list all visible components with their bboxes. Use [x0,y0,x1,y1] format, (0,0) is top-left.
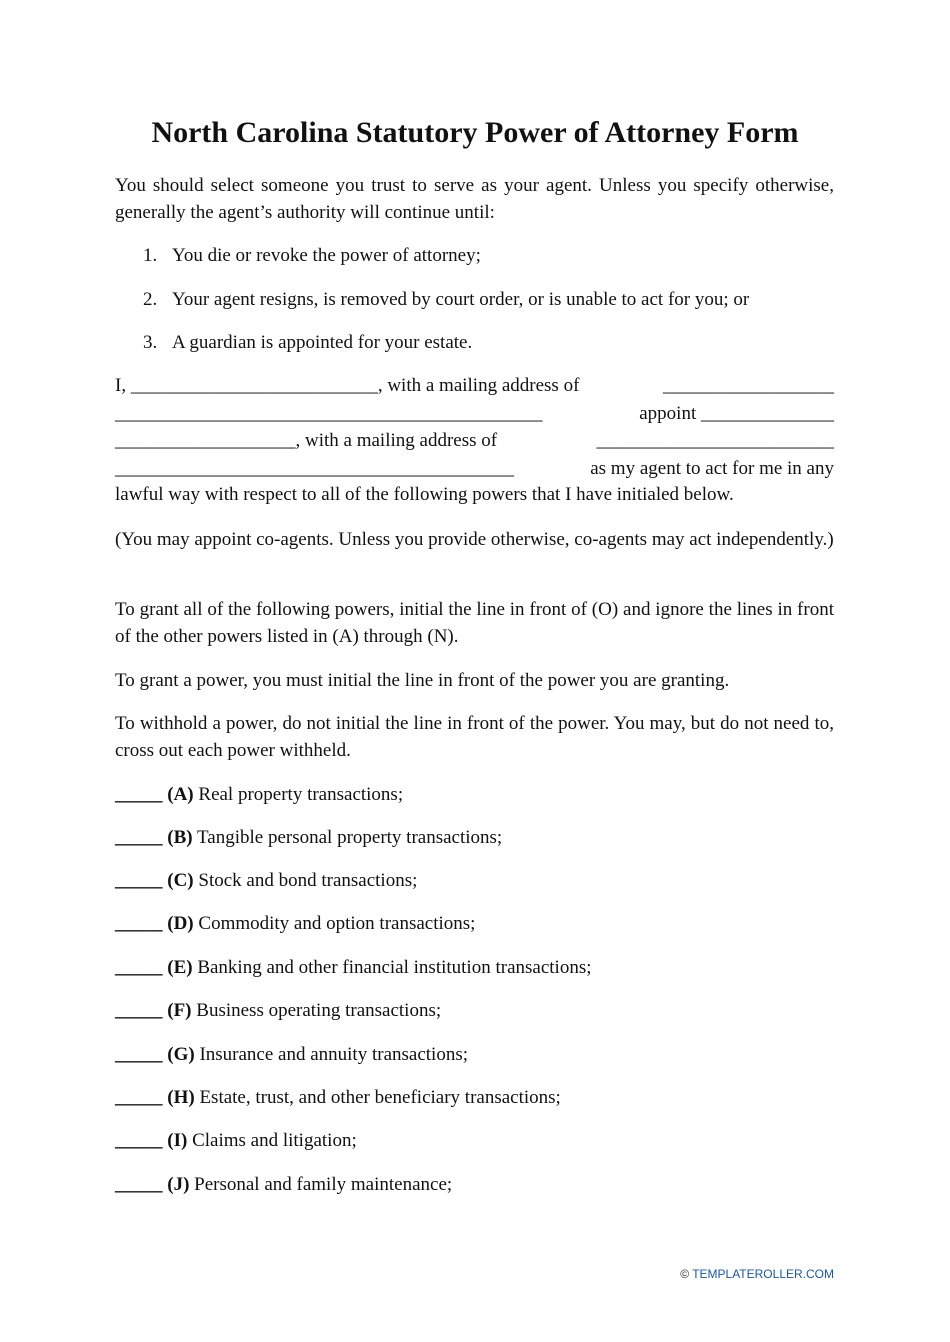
principal-address-field[interactable]: __________________ [663,375,834,396]
power-letter: (J) [167,1174,190,1195]
power-item-e [115,954,834,981]
initial-blank[interactable]: _____ [115,1000,163,1021]
agent-address-field-cont[interactable]: __________________________________________ [115,458,514,479]
agent-address-field[interactable]: _________________________ [596,430,834,451]
power-text: Stock and bond transactions; [198,870,418,891]
list-text: A guardian is appointed for your estate. [172,332,473,353]
instruction-withhold-paragraph: To withhold a power, do not initial the line in front of the power. You may, but do not need to, cross out each power withheld. [115,713,834,761]
copyright-symbol: © [680,1267,690,1281]
power-item-i [115,1127,834,1154]
power-text: Estate, trust, and other beneficiary transactions; [199,1087,561,1108]
list-number: 1. [143,245,158,266]
intro-paragraph: You should select someone you trust to serve as your agent. Unless you specify otherwise, generally the agent’s authority will continue until: [115,175,834,223]
power-letter: (F) [167,1000,192,1021]
footer-credit [0,1266,834,1282]
list-item [143,286,833,313]
list-number: 2. [143,289,158,310]
initial-blank[interactable]: _____ [115,1174,163,1195]
appointment-line-3 [115,427,834,454]
power-text: Real property transactions; [198,784,404,805]
power-letter: (H) [167,1087,195,1108]
power-text: Tangible personal property transactions; [197,827,503,848]
power-text: Claims and litigation; [192,1130,357,1151]
appointment-line-1 [115,372,834,399]
power-item-b [115,824,834,851]
instruction-all-paragraph: To grant all of the following powers, initial the line in front of (O) and ignore the lines in front of the other powers listed in (A) through (N). [115,599,834,647]
power-item-f [115,997,834,1024]
power-text: Banking and other financial institution transactions; [197,957,592,978]
list-text: You die or revoke the power of attorney; [172,245,481,266]
power-letter: (C) [167,870,194,891]
list-number: 3. [143,332,158,353]
co-agents-paragraph: (You may appoint co-agents. Unless you provide otherwise, co-agents may act independently.) [115,529,834,550]
principal-name-field[interactable]: I, __________________________, with a mailing address of [115,375,580,396]
list-item [143,242,833,269]
appointment-line-4 [115,455,834,482]
power-item-a [115,781,834,808]
power-letter: (G) [167,1044,195,1065]
power-letter: (B) [167,827,193,848]
power-item-j [115,1171,834,1198]
principal-address-field-cont[interactable]: _____________________________________________ [115,403,543,424]
page-title: North Carolina Statutory Power of Attorney Form [151,116,799,149]
agent-name-field-cont[interactable]: ___________________, with a mailing address of [115,430,498,451]
power-text: Insurance and annuity transactions; [199,1044,468,1065]
power-letter: (D) [167,913,194,934]
power-text: Commodity and option transactions; [198,913,476,934]
power-item-g [115,1041,834,1068]
list-item [143,329,833,356]
power-text: Personal and family maintenance; [194,1174,453,1195]
footer-site-link[interactable]: TEMPLATEROLLER.COM [692,1267,834,1281]
agent-name-field[interactable]: appoint ______________ [639,403,834,424]
power-item-d [115,910,834,937]
initial-blank[interactable]: _____ [115,913,163,934]
appointment-line-5: lawful way with respect to all of the following powers that I have initialed below. [115,484,734,505]
initial-blank[interactable]: _____ [115,957,163,978]
power-item-h [115,1084,834,1111]
initial-blank[interactable]: _____ [115,827,163,848]
initial-blank[interactable]: _____ [115,1044,163,1065]
list-text: Your agent resigns, is removed by court order, or is unable to act for you; or [172,289,750,310]
power-letter: (A) [167,784,194,805]
appointment-line-2 [115,400,834,427]
initial-blank[interactable]: _____ [115,784,163,805]
initial-blank[interactable]: _____ [115,870,163,891]
instruction-grant-paragraph: To grant a power, you must initial the line in front of the power you are granting. [115,670,730,691]
power-text: Business operating transactions; [196,1000,442,1021]
power-letter: (I) [167,1130,188,1151]
initial-blank[interactable]: _____ [115,1087,163,1108]
power-item-c [115,867,834,894]
appointment-text: as my agent to act for me in any [590,458,834,479]
initial-blank[interactable]: _____ [115,1130,163,1151]
power-letter: (E) [167,957,193,978]
